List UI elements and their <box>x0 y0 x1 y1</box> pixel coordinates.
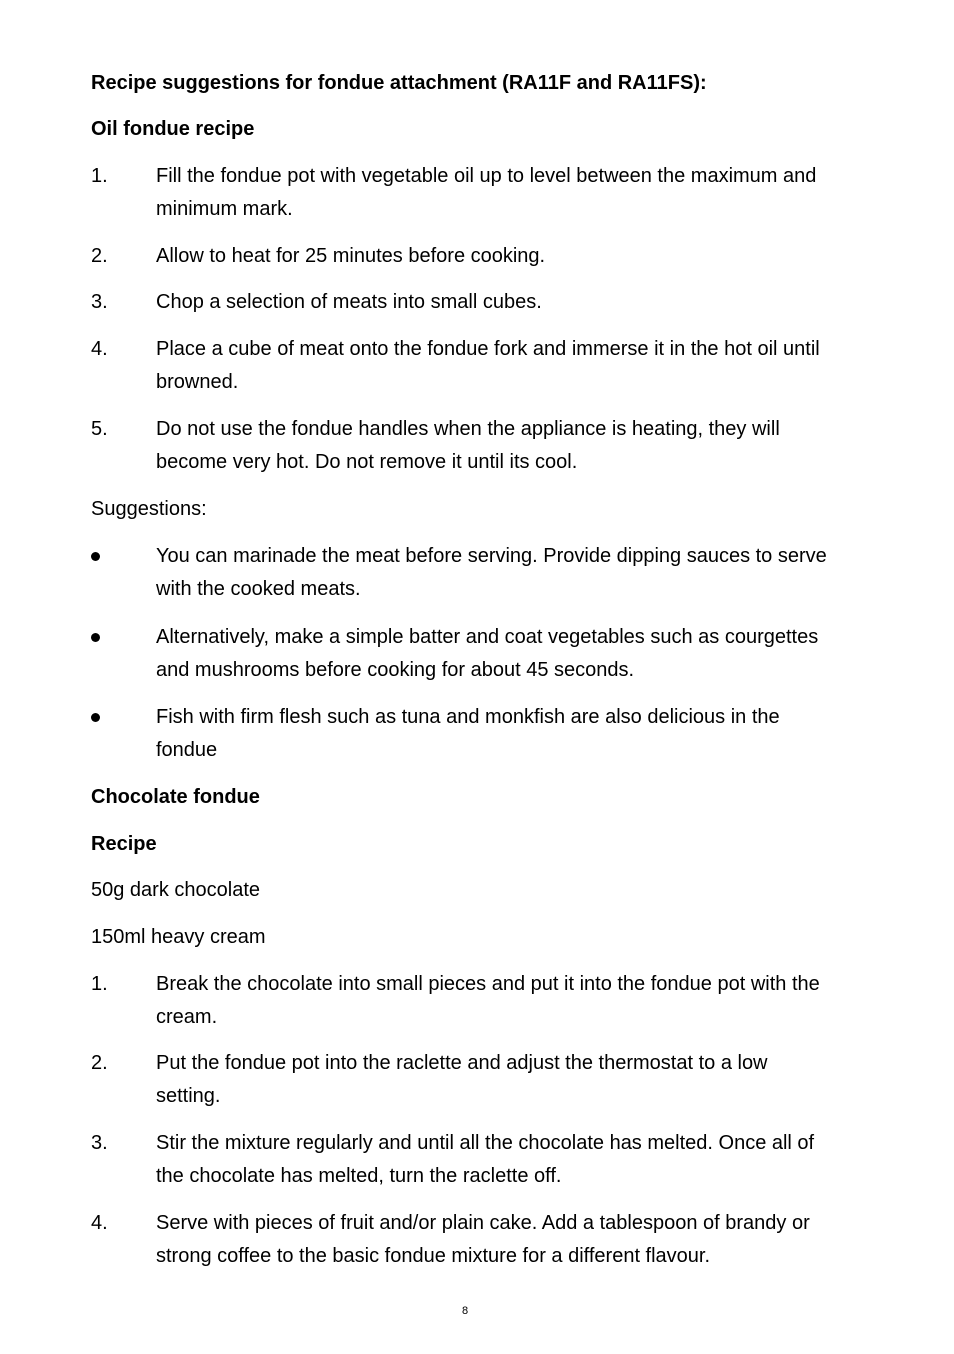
bullet-icon <box>91 713 100 722</box>
step-text: Do not use the fondue handles when the appliance is heating, they will <box>156 418 780 440</box>
step-text: setting. <box>156 1085 221 1107</box>
ingredient: 50g dark chocolate <box>91 879 261 901</box>
step-text: minimum mark. <box>156 198 293 220</box>
step-text: Serve with pieces of fruit and/or plain cake. Add a tablespoon of brandy or <box>156 1212 810 1234</box>
oil-fondue-title: Oil fondue recipe <box>91 118 255 140</box>
page-number: 8 <box>461 1305 469 1317</box>
step-text: Chop a selection of meats into small cubes. <box>156 291 542 313</box>
ingredient: 150ml heavy cream <box>91 926 266 948</box>
chocolate-fondue-title: Chocolate fondue <box>91 786 260 808</box>
suggestion-text: and mushrooms before cooking for about 45 seconds. <box>156 659 635 681</box>
step-number: 5. <box>91 418 108 440</box>
step-text: become very hot. Do not remove it until its cool. <box>156 451 578 473</box>
step-text: the chocolate has melted, turn the raclette off. <box>156 1165 562 1187</box>
step-text: Place a cube of meat onto the fondue fork and immerse it in the hot oil until <box>156 338 820 360</box>
suggestion-text: fondue <box>156 739 218 761</box>
step-text: cream. <box>156 1006 218 1028</box>
step-number: 3. <box>91 291 108 313</box>
recipe-label: Recipe <box>91 833 157 855</box>
suggestion-text: Fish with firm flesh such as tuna and monkfish are also delicious in the <box>156 706 780 728</box>
step-text: browned. <box>156 371 239 393</box>
bullet-icon <box>91 633 100 642</box>
step-number: 1. <box>91 973 108 995</box>
page-heading: Recipe suggestions for fondue attachment (RA11F and RA11FS): <box>91 72 707 94</box>
step-number: 1. <box>91 165 108 187</box>
step-number: 4. <box>91 1212 108 1234</box>
step-number: 2. <box>91 245 108 267</box>
step-text: Break the chocolate into small pieces and put it into the fondue pot with the <box>156 973 820 995</box>
step-text: Put the fondue pot into the raclette and adjust the thermostat to a low <box>156 1052 768 1074</box>
suggestion-text: with the cooked meats. <box>156 578 361 600</box>
step-text: strong coffee to the basic fondue mixture for a different flavour. <box>156 1245 711 1267</box>
step-number: 4. <box>91 338 108 360</box>
suggestion-text: You can marinade the meat before serving. Provide dipping sauces to serve <box>156 545 827 567</box>
step-number: 2. <box>91 1052 108 1074</box>
suggestions-label: Suggestions: <box>91 498 207 520</box>
bullet-icon <box>91 552 100 561</box>
step-number: 3. <box>91 1132 108 1154</box>
suggestion-text: Alternatively, make a simple batter and coat vegetables such as courgettes <box>156 626 819 648</box>
step-text: Allow to heat for 25 minutes before cooking. <box>156 245 546 267</box>
step-text: Stir the mixture regularly and until all the chocolate has melted. Once all of <box>156 1132 815 1154</box>
step-text: Fill the fondue pot with vegetable oil up to level between the maximum and <box>156 165 817 187</box>
